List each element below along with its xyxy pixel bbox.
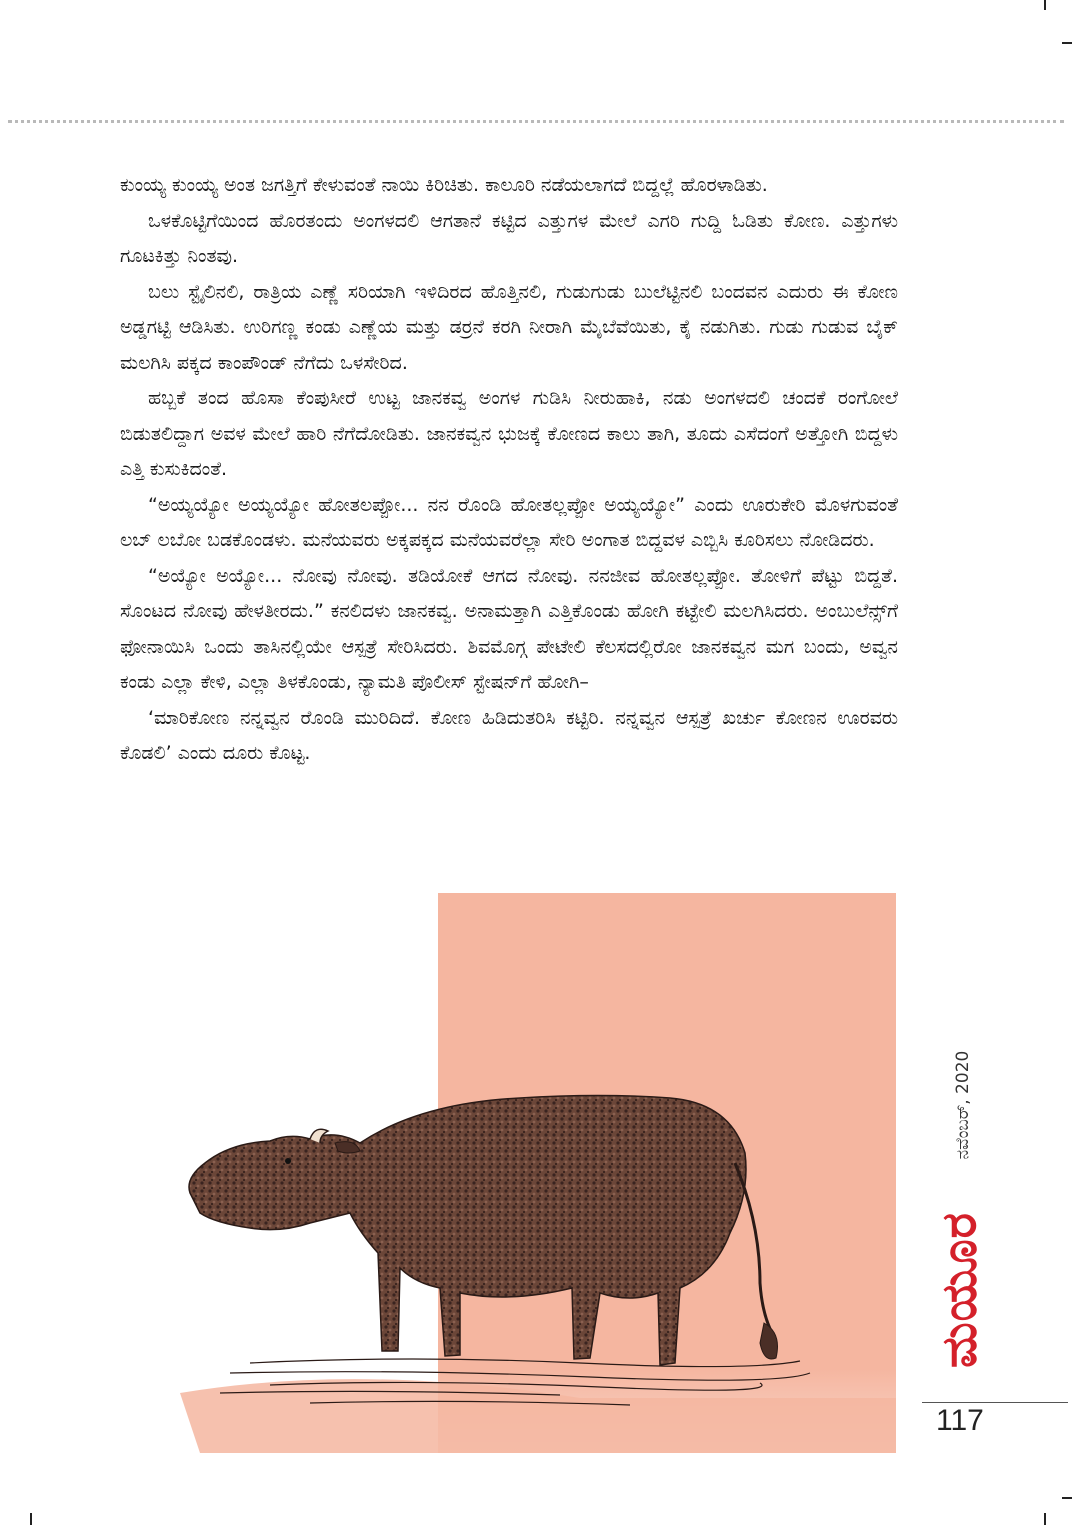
crop-mark-bottom-right — [1044, 1513, 1046, 1525]
paragraph: “ಅಯ್ಯೋ ಅಯ್ಯೋ... ನೋವು ನೋವು. ತಡಿಯೋಕೆ ಆಗದ ನೋವು. ನನಜೀವ ಹೋತಲ್ಲಪ್ಪೋ. ತೋಳಿಗೆ ಪೆಟ್ಟು ಬಿದ್ದತೆ. ಸೊಂಟದ ನೋವು ಹೇಳತೀರದು.” ಕನಲಿದಳು ಜಾನಕವ್ವ. ಅನಾಮತ್ತಾಗಿ ಎತ್ತಿಕೊಂಡು ಹೋಗಿ ಕಟ್ಟೇಲಿ ಮಲಗಿಸಿದರು. ಅಂಬುಲೆನ್ಸ್‌ಗೆ ಫೋನಾಯಿಸಿ ಒಂದು ತಾಸಿನಲ್ಲಿಯೇ ಆಸ್ಪತ್ರೆ ಸೇರಿಸಿದರು. ಶಿವಮೊಗ್ಗ ಪೇಟೇಲಿ ಕೆಲಸದಲ್ಲಿರೋ ಜಾನಕವ್ವನ ಮಗ ಬಂದು, ಅವ್ವನ ಕಂಡು ಎಲ್ಲಾ ಕೇಳಿ, ಎಲ್ಲಾ ತಿಳಕೊಂಡು, ನ್ಯಾಮತಿ ಪೊಲೀಸ್ ಸ್ಟೇಷನ್‌ಗೆ ಹೋಗಿ– — [120, 564, 898, 693]
buffalo-illustration — [160, 893, 900, 1483]
footer-rule — [922, 1402, 1068, 1403]
crop-mark-right-top — [1062, 42, 1072, 44]
buffalo-eye — [285, 1158, 291, 1164]
issue-date: ನವೆಂಬರ್, 2020 — [953, 1050, 973, 1160]
paragraph: ಒಳಕೊಟ್ಟಿಗೆಯಿಂದ ಹೊರತಂದು ಅಂಗಳದಲಿ ಆಗತಾನೆ ಕಟ್ಟಿದ ಎತ್ತುಗಳ ಮೇಲೆ ಎಗರಿ ಗುದ್ದಿ ಓಡಿತು ಕೋಣ. ಎತ್ತುಗಳು ಗೂಟಕಿತ್ತು ನಿಂತವು. — [120, 209, 898, 267]
crop-mark-bottom-left — [30, 1513, 32, 1525]
mayura-logo: ಮಯೂರ — [931, 1211, 988, 1369]
page-number: 117 — [936, 1404, 984, 1437]
paragraph: ಹಬ್ಬಕೆ ತಂದ ಹೊಸಾ ಕೆಂಪುಸೀರೆ ಉಟ್ಟ ಜಾನಕವ್ವ ಅಂಗಳ ಗುಡಿಸಿ ನೀರುಹಾಕಿ, ನಡು ಅಂಗಳದಲಿ ಚಂದಕೆ ರಂಗೋಲೆ ಬಿಡುತಲಿದ್ದಾಗ ಅವಳ ಮೇಲೆ ಹಾರಿ ನೆಗೆದೋಡಿತು. ಜಾನಕವ್ವನ ಭುಜಕ್ಕೆ ಕೋಣದ ಕಾಲು ತಾಗಿ, ತೂದು ಎಸೆದಂಗೆ ಅತ್ತೋಗಿ ಬಿದ್ದಳು ಎತ್ತಿ ಕುಸುಕಿದಂತೆ. — [120, 387, 898, 480]
paragraph: ಕುಂಯ್ಯ ಕುಂಯ್ಯ ಅಂತ ಜಗತ್ತಿಗೆ ಕೇಳುವಂತೆ ನಾಯಿ ಕಿರಿಚಿತು. ಕಾಲೂರಿ ನಡೆಯಲಾಗದೆ ಬಿದ್ದಲ್ಲೆ ಹೊರಳಾಡಿತು. — [120, 174, 768, 196]
paragraph: ಬಲು ಸ್ಟೈಲಿನಲಿ, ರಾತ್ರಿಯ ಎಣ್ಣೆ ಸರಿಯಾಗಿ ಇಳಿದಿರದ ಹೊತ್ತಿನಲಿ, ಗುಡುಗುಡು ಬುಲೆಟ್ಟಿನಲಿ ಬಂದವನ ಎದುರು ಈ ಕೋಣ ಅಡ್ಡಗಟ್ಟಿ ಆಡಿಸಿತು. ಉರಿಗಣ್ಣ ಕಂಡು ಎಣ್ಣೆಯ ಮತ್ತು ಡರ್ರನೆ ಕರಗಿ ನೀರಾಗಿ ಮೈಬೆವೆಯಿತು, ಕೈ ನಡುಗಿತು. ಗುಡು ಗುಡುವ ಬೈಕ್ ಮಲಗಿಸಿ ಪಕ್ಕದ ಕಾಂಪೌಂಡ್ ನೆಗೆದು ಒಳಸೇರಿದ. — [120, 280, 898, 374]
paragraph: “ಅಯ್ಯಯ್ಯೋ ಅಯ್ಯಯ್ಯೋ ಹೋತಲಪ್ಪೋ... ನನ ರೊಂಡಿ ಹೋತಲ್ಲಪ್ಪೋ ಅಯ್ಯಯ್ಯೋ” ಎಂದು ಊರುಕೇರಿ ಮೊಳಗುವಂತೆ ಲಬ್ ಲಬೋ ಬಡಕೊಂಡಳು. ಮನೆಯವರು ಅಕ್ಕಪಕ್ಕದ ಮನೆಯವರೆಲ್ಲಾ ಸೇರಿ ಅಂಗಾತ ಬಿದ್ದವಳ ಎಬ್ಬಿಸಿ ಕೂರಿಸಲು ನೋಡಿದರು. — [120, 493, 898, 551]
article-body — [120, 168, 898, 772]
crop-mark-right-bottom — [1062, 1497, 1072, 1499]
paragraph: ‘ಮಾರಿಕೋಣ ನನ್ನವ್ವನ ರೊಂಡಿ ಮುರಿದಿದೆ. ಕೋಣ ಹಿಡಿದುತರಿಸಿ ಕಟ್ಟಿರಿ. ನನ್ನವ್ವನ ಆಸ್ಪತ್ರೆ ಖರ್ಚು ಕೋಣನ ಊರವರು ಕೊಡಲಿ’ ಎಂದು ದೂರು ಕೊಟ್ಟ. — [120, 706, 898, 764]
header-dotted-rule — [8, 120, 1064, 123]
crop-mark-top-right — [1044, 0, 1046, 10]
